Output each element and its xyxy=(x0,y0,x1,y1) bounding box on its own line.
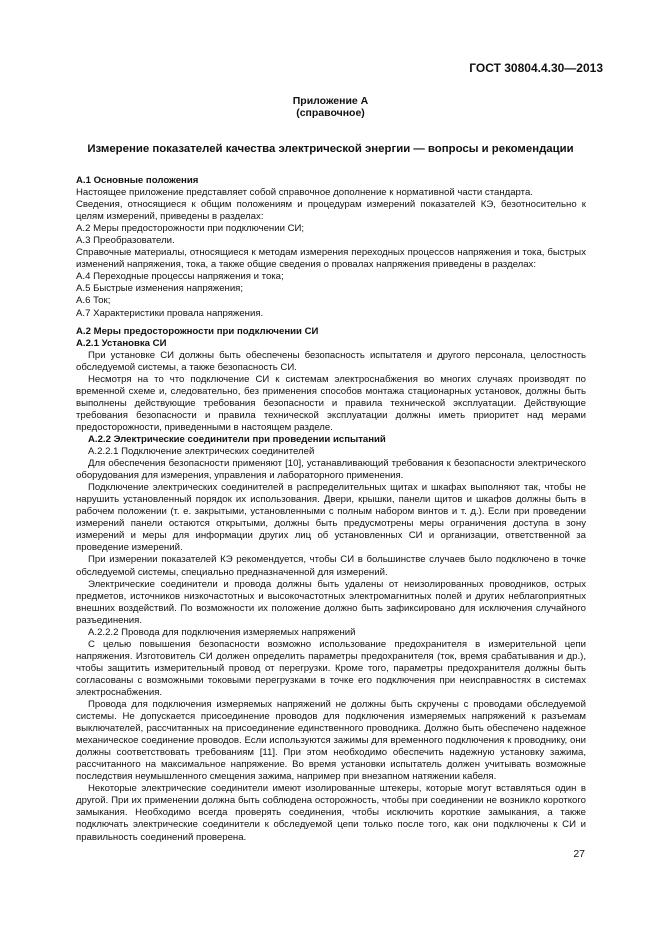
section-heading: А.2.2 Электрические соединители при проведении испытаний xyxy=(88,433,386,445)
paragraph: Настоящее приложение представляет собой справочное дополнение к нормативной части стандарта. xyxy=(76,187,533,199)
standard-code: ГОСТ 30804.4.30—2013 xyxy=(469,61,603,75)
paragraph: С целью повышения безопасности возможно использование предохранителя в измерительной цепи напряжения. Изготовитель СИ должен определить параметры предохранителя (ток, время срабатывания и др.), чтобы защитить измерительный провод от перегрузки. Кроме того, параметры предохранителя должны быть согласованы с возможными токовыми перегрузками в точке его подключения при неисправностях в системах электроснабжения. xyxy=(76,638,586,698)
paragraph: Для обеспечения безопасности применяют [10], устанавливающий требования к безопасности электрического оборудования для измерения, управления и лабораторного применения. xyxy=(76,458,586,482)
page-number: 27 xyxy=(573,848,585,860)
appendix-title: Приложение А xyxy=(292,95,369,107)
paragraph: А.3 Преобразователи. xyxy=(76,235,175,247)
section-heading: А.2 Меры предосторожности при подключении СИ xyxy=(76,325,319,337)
paragraph: А.2 Меры предосторожности при подключении СИ; xyxy=(76,223,305,235)
section-heading: А.2.1 Установка СИ xyxy=(76,337,167,349)
paragraph: При измерении показателей КЭ рекомендуется, чтобы СИ в большинстве случаев было подключено в точке обследуемой системы, специально предназначенной для измерений. xyxy=(76,554,586,578)
paragraph: А.4 Переходные процессы напряжения и тока; xyxy=(76,271,284,283)
section-heading: А.1 Основные положения xyxy=(76,175,199,186)
appendix-subtitle: (справочное) xyxy=(296,107,365,119)
document-body xyxy=(76,175,586,844)
paragraph: Провода для подключения измеряемых напряжений не должны быть скручены с проводами обследуемой системы. Не допускается присоединение проводов для подключения измеряемых напряжений к разъемам выключателей, рассчитанных на присоединение единственного проводника. Должно быть обеспечено надежное механическое соединение проводов. Если используются зажимы для временного подключения к проводнику, они должны соответствовать требованиям [11]. При этом необходимо обеспечить надежную установку зажима, рассчитанного на максимальное напряжение. Во время установки испытатель должен учитывать возможные последствия неумышленного смещения зажима, например при внезапном натяжении кабеля. xyxy=(76,699,586,783)
paragraph: Сведения, относящиеся к общим положениям и процедурам измерений показателей КЭ, безотносительно к целям измерений, приведены в разделах: xyxy=(76,199,586,223)
paragraph: А.6 Ток; xyxy=(76,295,111,307)
paragraph: Некоторые электрические соединители имеют изолированные штекеры, которые могут вставляться один в другой. При их применении должна быть соблюдена осторожность, чтобы при соединении не возникло короткого замыкания. Необходимо всегда проверять соединения, чтобы исключить короткие замыкания, а также подключать электрические соединители к обследуемой цепи только после того, как они подключены к СИ и правильность соединений проверена. xyxy=(76,783,586,843)
page-title: Измерение показателей качества электрической энергии — вопросы и рекомендации xyxy=(87,143,574,155)
paragraph: А.2.2.1 Подключение электрических соединителей xyxy=(88,446,315,458)
paragraph: А.5 Быстрые изменения напряжения; xyxy=(76,283,244,295)
paragraph: Несмотря на то что подключение СИ к системам электроснабжения во многих случаях производят по временной схеме и, следовательно, без применения способов монтажа стационарных установок, должны быть выполнены действующие требования безопасности и правила технической эксплуатации. Действующие требования безопасности и правила технической эксплуатации должны иметь приоритет над мерами предосторожности, приведенными в настоящем разделе. xyxy=(76,373,586,433)
paragraph: А.7 Характеристики провала напряжения. xyxy=(76,307,264,319)
paragraph: Подключение электрических соединителей в распределительных щитах и шкафах выполняют так, чтобы не нарушить установленный порядок их использования. Двери, крышки, панели щитов и шкафов должны быть в рабочем положении (т. е. закрытыми, установленными с полным набором винтов и т. д.). Если при проведении измерений панели остаются открытыми, должны быть предусмотрены меры ограничения доступа в зону измерений и меры для информации других лиц об установленных СИ и организации, ответственной за проведение измерений. xyxy=(76,482,586,554)
paragraph: Справочные материалы, относящиеся к методам измерения переходных процессов напряжения и тока, быстрых изменений напряжения, тока, а также общие сведения о провалах напряжения приведены в разделах: xyxy=(76,247,586,271)
appendix-heading xyxy=(0,95,661,119)
paragraph: А.2.2.2 Провода для подключения измеряемых напряжений xyxy=(88,626,356,638)
paragraph: При установке СИ должны быть обеспечены безопасность испытателя и другого персонала, целостность обследуемой системы, а также безопасность СИ. xyxy=(76,349,586,373)
paragraph: Электрические соединители и провода должны быть удалены от неизолированных проводников, острых предметов, источников низкочастотных и высокочастотных электромагнитных полей и других неблагоприятных внешних воздействий. По возможности их положение должно быть зафиксировано для исключения случайного разъединения. xyxy=(76,578,586,626)
